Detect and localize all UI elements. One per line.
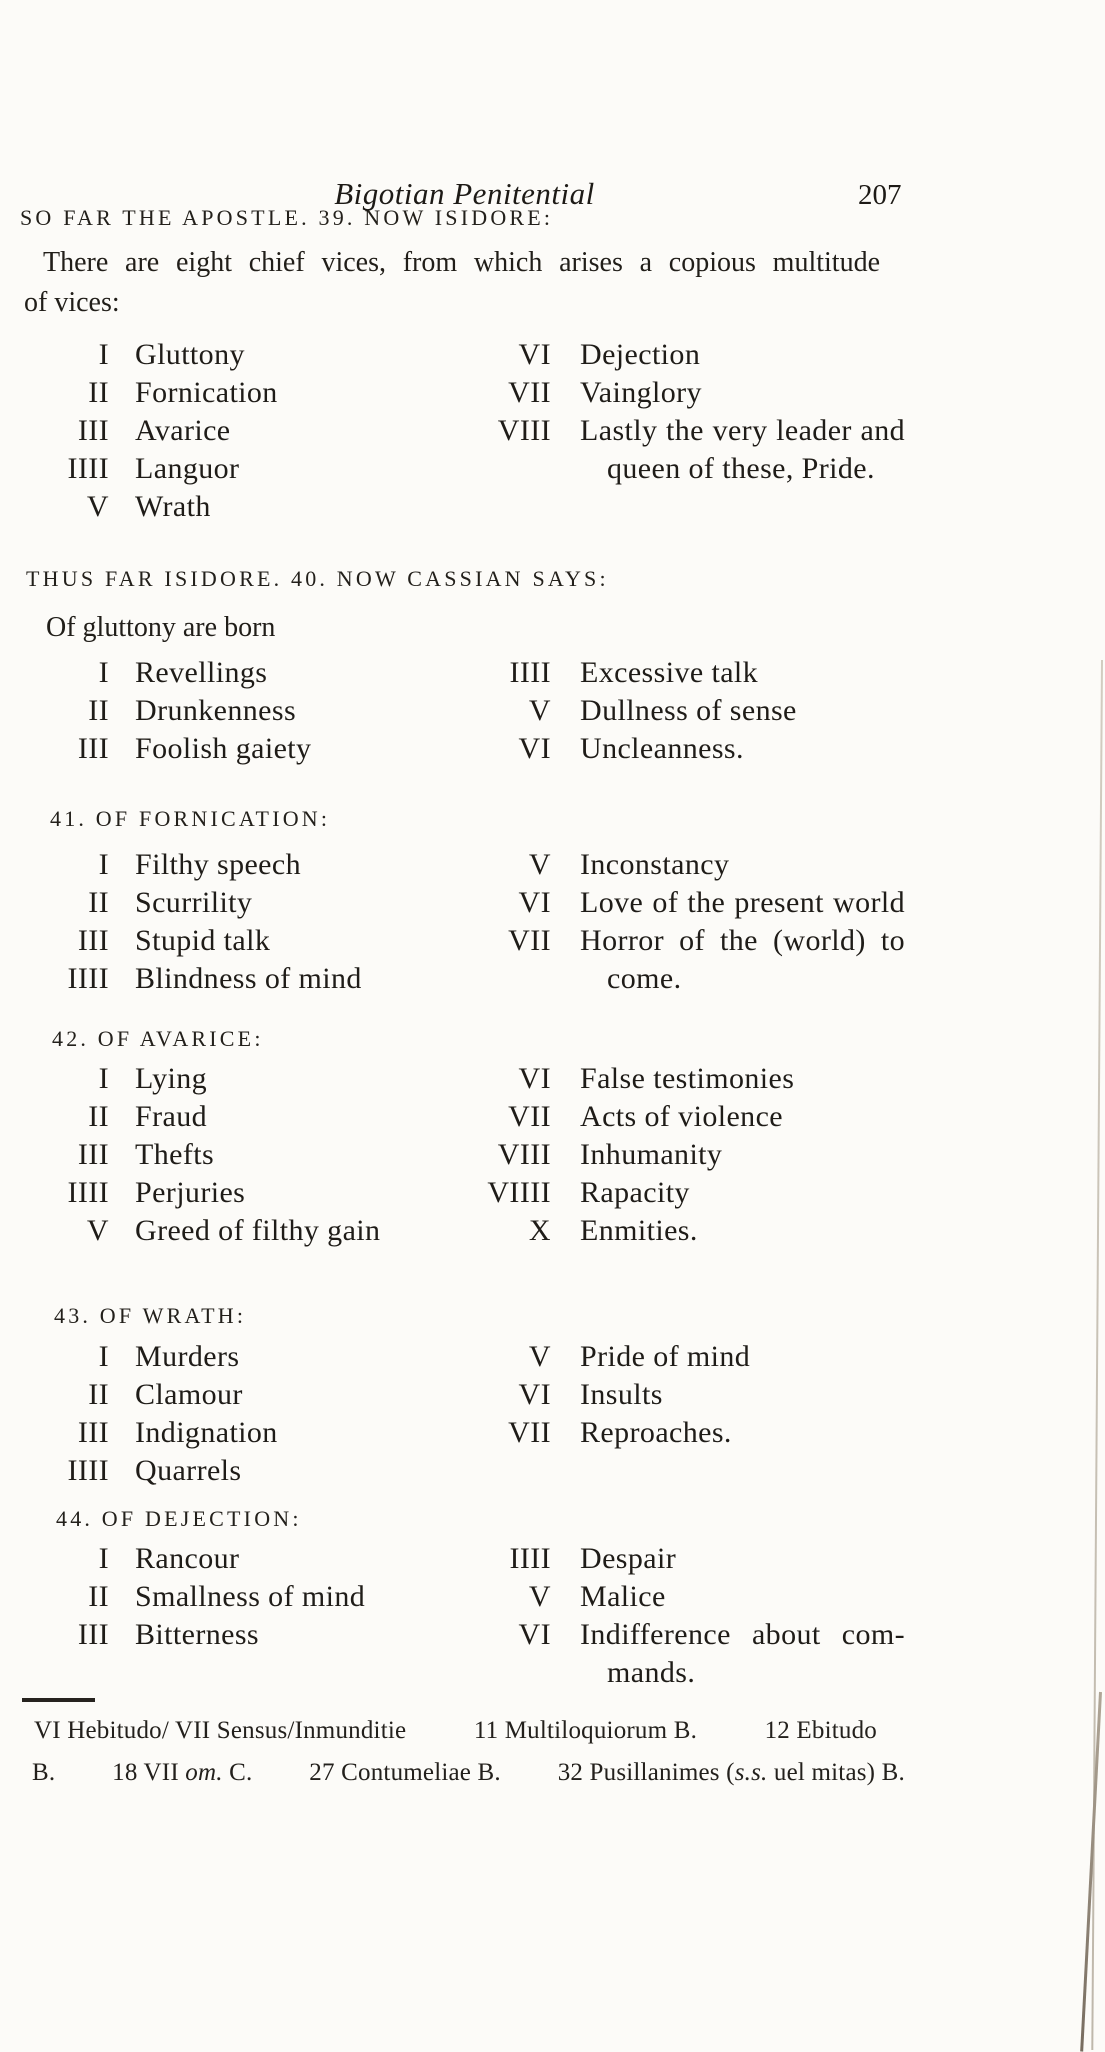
list-row xyxy=(456,884,905,922)
vice-label: Vainglory xyxy=(580,376,702,409)
roman-numeral: IIII xyxy=(67,962,109,995)
list-row xyxy=(26,922,456,960)
list-row xyxy=(26,960,456,998)
list-row xyxy=(26,1174,456,1212)
vice-label: Inconstancy xyxy=(580,848,730,881)
footnote-entry-part: C. xyxy=(222,1759,253,1786)
vice-label: Avarice xyxy=(135,414,231,447)
roman-numeral: III xyxy=(77,414,109,447)
list-row xyxy=(26,1098,456,1136)
vice-label: Bitterness xyxy=(135,1618,259,1651)
list-row xyxy=(26,1616,456,1654)
vice-label: Revellings xyxy=(135,656,268,689)
list-row xyxy=(456,654,905,692)
roman-numeral: I xyxy=(98,338,109,371)
list-row xyxy=(26,1540,456,1578)
roman-numeral: VII xyxy=(508,1100,551,1133)
roman-numeral: II xyxy=(88,694,109,727)
list-row xyxy=(26,846,456,884)
list-row xyxy=(26,1212,456,1250)
roman-numeral: V xyxy=(528,848,551,881)
vice-label: Malice xyxy=(580,1580,666,1613)
vice-label: Scurrility xyxy=(135,886,253,919)
roman-numeral: VI xyxy=(518,886,551,919)
roman-numeral: X xyxy=(528,1214,551,1247)
list-row xyxy=(456,1338,905,1376)
vice-label: Foolish gaiety xyxy=(135,732,312,765)
vice-label-line-1: Indifference about com- xyxy=(580,1618,905,1651)
footnote-entry-part: uel mitas) B. xyxy=(767,1759,905,1786)
list-row xyxy=(26,1414,456,1452)
list-row xyxy=(26,412,456,450)
vice-label: Filthy speech xyxy=(135,848,302,881)
roman-numeral: V xyxy=(528,1340,551,1373)
roman-numeral: II xyxy=(88,1100,109,1133)
list-row xyxy=(456,336,905,374)
footnote-entry-part: 18 VII xyxy=(112,1759,186,1786)
roman-numeral: VIIII xyxy=(487,1176,551,1209)
vice-label: Dejection xyxy=(580,338,701,371)
list-row xyxy=(456,922,905,998)
footnote-line-1 xyxy=(34,1714,877,1748)
vice-label: Inhumanity xyxy=(580,1138,723,1171)
vice-label-continuation: queen of these, Pride. xyxy=(607,452,875,485)
vice-label: Greed of filthy gain xyxy=(135,1214,381,1247)
list-row xyxy=(456,1212,905,1250)
vice-list-41 xyxy=(26,846,905,998)
vice-label: Blindness of mind xyxy=(135,962,362,995)
roman-numeral: IIII xyxy=(67,452,109,485)
vice-label: Enmities. xyxy=(580,1214,698,1247)
vice-label: Acts of violence xyxy=(580,1100,783,1133)
roman-numeral: II xyxy=(88,886,109,919)
roman-numeral: II xyxy=(88,1580,109,1613)
vice-list-44-right-column xyxy=(456,1540,905,1692)
roman-numeral: VI xyxy=(518,338,551,371)
footnote-line-2 xyxy=(32,1756,905,1790)
vice-label: Despair xyxy=(580,1542,677,1575)
vice-label: Reproaches. xyxy=(580,1416,732,1449)
vice-list-39-left-column xyxy=(26,336,456,526)
roman-numeral: IIII xyxy=(67,1176,109,1209)
list-row xyxy=(456,374,905,412)
roman-numeral: VI xyxy=(518,1062,551,1095)
vice-label-line-1: Lastly the very leader and xyxy=(580,414,905,447)
roman-numeral: VII xyxy=(508,376,551,409)
vice-list-42 xyxy=(26,1060,905,1250)
vice-label-continuation: mands. xyxy=(607,1656,696,1689)
vice-label: Clamour xyxy=(135,1378,243,1411)
vice-list-40-right-column xyxy=(456,654,905,768)
roman-numeral: I xyxy=(98,656,109,689)
running-title: Bigotian Penitential xyxy=(334,176,595,211)
section-heading-43: 43. OF WRATH: xyxy=(54,1303,247,1328)
vice-label xyxy=(580,412,905,488)
vice-label: Indignation xyxy=(135,1416,278,1449)
roman-numeral: I xyxy=(98,1542,109,1575)
vice-label: Pride of mind xyxy=(580,1340,751,1373)
list-row xyxy=(456,1098,905,1136)
vice-label: Smallness of mind xyxy=(135,1580,366,1613)
section-heading-41: 41. OF FORNICATION: xyxy=(50,806,331,831)
roman-numeral: V xyxy=(86,490,109,523)
list-row xyxy=(26,1338,456,1376)
vice-list-43 xyxy=(26,1338,905,1490)
list-row xyxy=(456,1174,905,1212)
roman-numeral: VI xyxy=(518,1618,551,1651)
vice-label: Quarrels xyxy=(135,1454,242,1487)
roman-numeral: VIII xyxy=(497,414,551,447)
footnote-entry: 11 Multiloquiorum B. xyxy=(473,1717,698,1744)
vice-label-continuation: come. xyxy=(607,962,682,995)
vice-label: Gluttony xyxy=(135,338,245,371)
roman-numeral: V xyxy=(528,694,551,727)
vice-label: Dullness of sense xyxy=(580,694,797,727)
list-row xyxy=(26,1136,456,1174)
vice-label: Lying xyxy=(135,1062,208,1095)
vice-label: Fraud xyxy=(135,1100,207,1133)
vice-list-40-left-column xyxy=(26,654,456,768)
section-39-intro-line-2: of vices: xyxy=(24,287,120,318)
roman-numeral: V xyxy=(528,1580,551,1613)
list-row xyxy=(26,488,456,526)
footnote-entry-part-italic: s.s. xyxy=(734,1759,768,1786)
roman-numeral: VIII xyxy=(497,1138,551,1171)
section-39-intro-line-1: There are eight chief vices, from which arises a copious multitude xyxy=(43,247,880,278)
roman-numeral: III xyxy=(77,732,109,765)
list-row xyxy=(456,692,905,730)
vice-label: Love of the present world xyxy=(580,886,905,919)
footnote-rule xyxy=(22,1698,95,1702)
list-row xyxy=(26,336,456,374)
roman-numeral: VI xyxy=(518,1378,551,1411)
section-40-intro-line-1: Of gluttony are born xyxy=(46,612,276,643)
list-row xyxy=(26,1060,456,1098)
vice-list-44 xyxy=(26,1540,905,1692)
vice-label xyxy=(580,1616,905,1692)
vice-label-line-1: Horror of the (world) to xyxy=(580,924,905,957)
vice-label: Murders xyxy=(135,1340,240,1373)
section-heading-42: 42. OF AVARICE: xyxy=(52,1026,264,1051)
list-row xyxy=(26,450,456,488)
vice-label: Rapacity xyxy=(580,1176,690,1209)
list-row xyxy=(26,884,456,922)
vice-label: Drunkenness xyxy=(135,694,297,727)
footnote-entry: 12 Ebitudo xyxy=(764,1717,877,1744)
vice-list-41-left-column xyxy=(26,846,456,998)
section-heading-44: 44. OF DEJECTION: xyxy=(56,1506,302,1531)
list-row xyxy=(26,692,456,730)
roman-numeral: VII xyxy=(508,924,551,957)
list-row xyxy=(26,374,456,412)
vice-label: Insults xyxy=(580,1378,663,1411)
roman-numeral: III xyxy=(77,924,109,957)
vice-list-44-left-column xyxy=(26,1540,456,1692)
roman-numeral: V xyxy=(86,1214,109,1247)
vice-label: Stupid talk xyxy=(135,924,271,957)
list-row xyxy=(456,1376,905,1414)
roman-numeral: III xyxy=(77,1416,109,1449)
vice-label: Wrath xyxy=(135,490,211,523)
list-row xyxy=(456,1616,905,1692)
list-row xyxy=(456,1136,905,1174)
list-row xyxy=(456,846,905,884)
vice-label: Excessive talk xyxy=(580,656,759,689)
vice-list-39 xyxy=(26,336,905,526)
list-row xyxy=(26,654,456,692)
roman-numeral: I xyxy=(98,1340,109,1373)
footnote-entry xyxy=(558,1756,905,1790)
vice-list-42-right-column xyxy=(456,1060,905,1250)
section-heading-39: SO FAR THE APOSTLE. 39. NOW ISIDORE: xyxy=(20,205,554,230)
vice-label: False testimonies xyxy=(580,1062,795,1095)
vice-label: Rancour xyxy=(135,1542,240,1575)
list-row xyxy=(26,1578,456,1616)
roman-numeral: III xyxy=(77,1618,109,1651)
roman-numeral: VI xyxy=(518,732,551,765)
vice-label: Uncleanness. xyxy=(580,732,744,765)
roman-numeral: I xyxy=(98,1062,109,1095)
list-row xyxy=(456,1060,905,1098)
vice-list-43-left-column xyxy=(26,1338,456,1490)
list-row xyxy=(456,1414,905,1452)
vice-list-39-right-column xyxy=(456,336,905,526)
footnote-entry: 27 Contumeliae B. xyxy=(309,1759,501,1786)
section-heading-40: THUS FAR ISIDORE. 40. NOW CASSIAN SAYS: xyxy=(26,566,609,591)
list-row xyxy=(456,1540,905,1578)
list-row xyxy=(26,730,456,768)
page-number: 207 xyxy=(858,179,902,211)
footnote-entry: B. xyxy=(32,1759,56,1786)
roman-numeral: II xyxy=(88,1378,109,1411)
vice-label: Languor xyxy=(135,452,240,485)
list-row xyxy=(456,412,905,488)
roman-numeral: I xyxy=(98,848,109,881)
roman-numeral: IIII xyxy=(67,1454,109,1487)
list-row xyxy=(26,1376,456,1414)
roman-numeral: VII xyxy=(508,1416,551,1449)
footnote-entry-part: 32 Pusillanimes ( xyxy=(557,1759,735,1786)
vice-label: Fornication xyxy=(135,376,278,409)
footnote-entry xyxy=(112,1756,252,1790)
vice-list-40 xyxy=(26,654,905,768)
vice-list-41-right-column xyxy=(456,846,905,998)
vice-label: Thefts xyxy=(135,1138,215,1171)
roman-numeral: II xyxy=(88,376,109,409)
vice-label xyxy=(580,922,905,998)
roman-numeral: III xyxy=(77,1138,109,1171)
vice-label: Perjuries xyxy=(135,1176,246,1209)
vice-list-43-right-column xyxy=(456,1338,905,1490)
list-row xyxy=(456,1578,905,1616)
footnote-entry: VI Hebitudo/ VII Sensus/Inmunditie xyxy=(34,1717,407,1744)
list-row xyxy=(456,730,905,768)
roman-numeral: IIII xyxy=(509,656,551,689)
vice-list-42-left-column xyxy=(26,1060,456,1250)
list-row xyxy=(26,1452,456,1490)
roman-numeral: IIII xyxy=(509,1542,551,1575)
footnote-entry-part-italic: om. xyxy=(185,1759,223,1786)
